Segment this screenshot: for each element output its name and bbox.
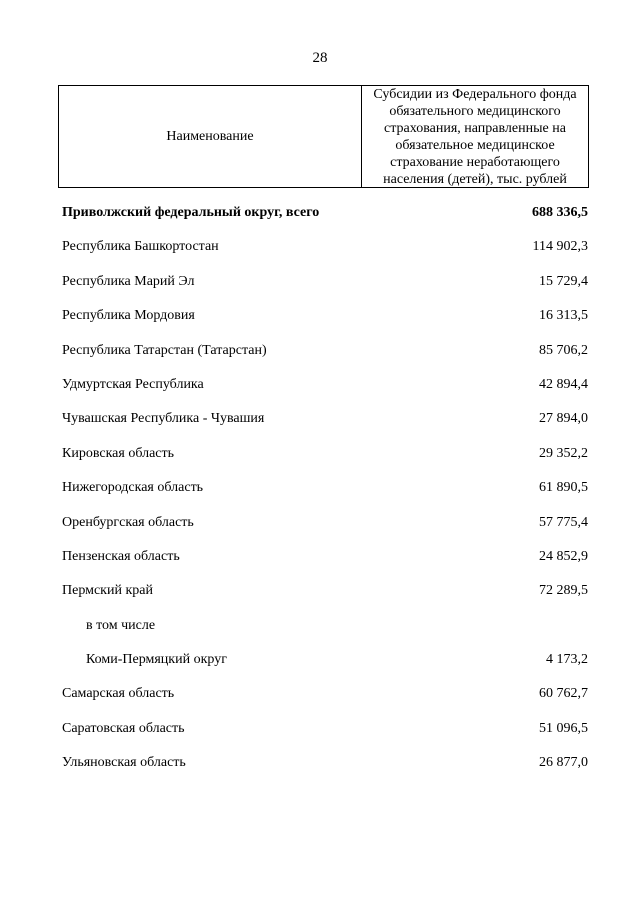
- row-value: 51 096,5: [539, 720, 588, 736]
- table-row: [62, 239, 588, 273]
- page-number: 28: [312, 50, 328, 66]
- row-value: 61 890,5: [539, 480, 588, 496]
- row-name: Оренбургская область: [62, 514, 194, 530]
- row-name: Самарская область: [62, 686, 175, 702]
- table-header: [58, 85, 589, 188]
- table-row: [62, 755, 588, 789]
- row-name: Пермский край: [62, 583, 153, 599]
- row-name: Приволжский федеральный округ, всего: [62, 205, 320, 220]
- table-row: [62, 515, 588, 549]
- row-value: 16 313,5: [539, 308, 588, 324]
- row-name: Ульяновская область: [62, 755, 186, 771]
- table-row: [62, 549, 588, 583]
- row-value: 24 852,9: [539, 548, 588, 564]
- row-name: Коми-Пермяцкий округ: [86, 652, 227, 668]
- row-name: Нижегородская область: [62, 480, 204, 496]
- row-name: в том числе: [86, 617, 156, 633]
- row-value: 114 902,3: [532, 239, 588, 255]
- table-row: [62, 686, 588, 720]
- table-row: [62, 721, 588, 755]
- table-row: [62, 480, 588, 514]
- row-name: Удмуртская Республика: [62, 376, 204, 392]
- row-value: 72 289,5: [539, 583, 588, 599]
- row-name: Республика Татарстан (Татарстан): [62, 342, 267, 358]
- table-row-sub: [62, 652, 588, 686]
- row-value: 26 877,0: [539, 755, 588, 771]
- table-row: [62, 377, 588, 411]
- table-row: [62, 274, 588, 308]
- table-row-total: [62, 205, 588, 239]
- row-value: 29 352,2: [539, 445, 588, 461]
- row-value: 688 336,5: [532, 205, 588, 220]
- row-name: Кировская область: [62, 445, 175, 461]
- row-value: 57 775,4: [539, 514, 588, 530]
- column-header-name: Наименование: [59, 86, 362, 187]
- table-row: [62, 583, 588, 617]
- row-name: Республика Мордовия: [62, 308, 195, 324]
- row-name: Пензенская область: [62, 548, 180, 564]
- row-value: 15 729,4: [539, 273, 588, 289]
- row-value: 4 173,2: [546, 652, 588, 668]
- row-value: 27 894,0: [539, 411, 588, 427]
- table-row-subheading: [62, 618, 588, 652]
- table-row: [62, 411, 588, 445]
- row-name: Саратовская область: [62, 720, 185, 736]
- table-row: [62, 308, 588, 342]
- row-name: Республика Марий Эл: [62, 273, 195, 289]
- row-value: 42 894,4: [539, 376, 588, 392]
- column-header-subsidy: Субсидии из Федерального фонда обязательного медицинского страхования, направленные на обязательное медицинское страхование неработающего населения (детей), тыс. рублей: [373, 86, 577, 187]
- row-value: 85 706,2: [539, 342, 588, 358]
- table-row: [62, 446, 588, 480]
- table-row: [62, 343, 588, 377]
- row-name: Республика Башкортостан: [62, 239, 219, 255]
- table-body: [62, 205, 588, 790]
- row-value: 60 762,7: [539, 686, 588, 702]
- row-name: Чувашская Республика - Чувашия: [62, 411, 265, 427]
